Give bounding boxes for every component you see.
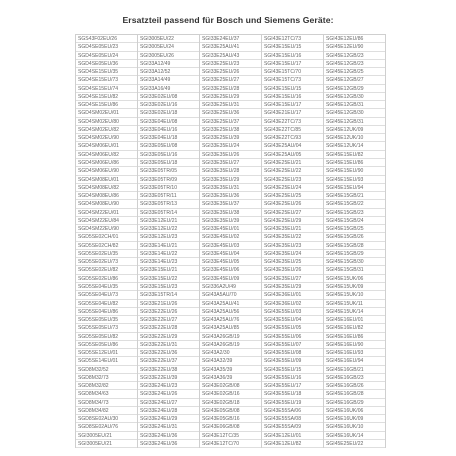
table-cell: SGI33E35EU/28 [200, 167, 261, 175]
table-cell: SGI45E25EU/22 [324, 440, 385, 448]
table-cell: SGI43E15EU/16 [262, 52, 323, 60]
table-cell: SGI33E15EU/22 [138, 275, 199, 283]
table-cell: SGD5SE05EU/35 [76, 316, 137, 324]
table-cell: SGI33E15TR/14 [138, 291, 199, 299]
table-cell: SGI45E12GB/23 [324, 60, 385, 68]
table-cell: SGI43A25AU/76 [200, 316, 261, 324]
table-cell: SGI43E25EU/27 [262, 209, 323, 217]
table-cell: SGD5SE02EU/35 [76, 250, 137, 258]
table-cell: SGI43E22TC/93 [262, 134, 323, 142]
table-cell: SGI45E15UK/06 [324, 275, 385, 283]
table-cell: SGI43E55EU/15 [262, 366, 323, 374]
table-cell: SGI43E55EU/03 [262, 308, 323, 316]
table-cell: SGI33E25EU/26 [200, 68, 261, 76]
table-cell: SGI45E15GB/25 [324, 225, 385, 233]
table-cell: SGD5SE14EU/01 [76, 357, 137, 365]
table-cell: SGD8M34/73 [76, 399, 137, 407]
table-cell: SGD4SE05EU/23 [76, 43, 137, 51]
table-cell: SGD5SE02CH/82 [76, 242, 137, 250]
model-number-table [75, 34, 386, 448]
table-cell: SGI43E25EU/21 [262, 159, 323, 167]
table-cell: SGI43E55EU/06 [262, 333, 323, 341]
table-cell: SGI33E35EU/26 [200, 151, 261, 159]
table-cell: SGI43E25AU/04 [262, 142, 323, 150]
table-cell: SGD5SE04EU/82 [76, 300, 137, 308]
table-cell: SGI45E12GB/30 [324, 109, 385, 117]
table-cell: SGI45E16GB/23 [324, 374, 385, 382]
table-cell: SGI43A35/39 [200, 366, 261, 374]
table-cell: SGI43E15EU/15 [262, 85, 323, 93]
table-cell: SGI43E55SA/09 [262, 423, 323, 431]
table-cell: SGI43E55SA/08 [262, 415, 323, 423]
table-cell: SGI33E12EU/22 [138, 225, 199, 233]
table-cell: SGI43E55EU/19 [262, 399, 323, 407]
table-cell: SGI33E35EU/36 [200, 192, 261, 200]
table-cell: SGI45E12GB/25 [324, 68, 385, 76]
table-cell: SGI43E55EU/16 [262, 374, 323, 382]
table-cell: SGI33E25EU/37 [200, 118, 261, 126]
table-cell: SGI45E15UK/14 [324, 308, 385, 316]
table-cell: SGI33E35EU/37 [200, 200, 261, 208]
table-cell: SGD4SM08EU/01 [76, 176, 137, 184]
table-cell: SGI33E24EU/23 [138, 382, 199, 390]
table-cell: SGI33E14EU/22 [138, 250, 199, 258]
table-column [199, 35, 261, 448]
table-cell: SGI45E15EU/86 [324, 159, 385, 167]
table-cell: SGI33E21EU/26 [138, 300, 199, 308]
table-cell: SGI45E12EU/90 [324, 43, 385, 51]
table-cell: SGI33E22EU/37 [138, 357, 199, 365]
table-cell: SGS43F02EU/26 [76, 35, 137, 43]
table-cell: SGI43E02GB/18 [200, 399, 261, 407]
table-cell: SGD4SM06EU/82 [76, 151, 137, 159]
table-cell: SGI45E15EU/82 [324, 151, 385, 159]
table-cell: SGI43A25AU/56 [200, 308, 261, 316]
table-cell: SGI45E15GB/21 [324, 192, 385, 200]
table-cell: SGI45E12UK/09 [324, 126, 385, 134]
table-cell: SGI43E35EU/23 [262, 242, 323, 250]
table-cell: SGI33E25EU/39 [200, 134, 261, 142]
table-cell: SGI33E25AU/41 [200, 43, 261, 51]
table-cell: SGI45E16GB/29 [324, 399, 385, 407]
table-cell: SGD4SM08EU/86 [76, 192, 137, 200]
table-cell: SGI33E04EU/08 [138, 118, 199, 126]
table-cell: SGI33E45EU/09 [200, 275, 261, 283]
table-cell: SGD5SE05EU/82 [76, 333, 137, 341]
table-cell: SGI43E12EU/82 [262, 440, 323, 448]
table-cell: SGI33E24EU/28 [138, 407, 199, 415]
table-cell: SGI33E02EU/16 [138, 101, 199, 109]
table-cell: SGI33E24EU/36 [138, 432, 199, 440]
table-cell: SGI43E25EU/26 [262, 200, 323, 208]
table-cell: SGI33E22EU/26 [138, 308, 199, 316]
table-cell: SGI43E12TC/35 [200, 432, 261, 440]
table-column [323, 35, 386, 448]
table-cell: SGI43E35EU/22 [262, 233, 323, 241]
table-cell: SGI43E35EU/27 [262, 275, 323, 283]
table-cell: SGI43E35EU/24 [262, 250, 323, 258]
table-cell: SGI33E05TR/09 [138, 176, 199, 184]
table-cell: SGI33E05EU/08 [138, 142, 199, 150]
table-cell: SGI43E36EU/01 [262, 291, 323, 299]
table-cell: SGI45E15GB/31 [324, 266, 385, 274]
table-cell: SGI43A25AU/85 [200, 324, 261, 332]
table-cell: SGI45E15EU/90 [324, 167, 385, 175]
table-cell: SGI43E35EU/25 [262, 258, 323, 266]
table-cell: SGI33E24EU/27 [138, 399, 199, 407]
table-cell: SGI43E06GB/08 [200, 423, 261, 431]
table-cell: SGI33E35EU/29 [200, 176, 261, 184]
table-cell: SGI43E25EU/23 [262, 176, 323, 184]
table-cell: SGI43E15TC/73 [262, 76, 323, 84]
table-cell: SGI43A2/30 [200, 349, 261, 357]
table-cell: SGI33E22EU/36 [138, 349, 199, 357]
table-cell: SGI33E25EU/28 [200, 85, 261, 93]
table-cell: SGI33E25EU/36 [200, 109, 261, 117]
table-cell: SGI43E25EU/24 [262, 184, 323, 192]
table-cell: SGI33E35EU/38 [200, 209, 261, 217]
table-cell: SGD4SE05EU/24 [76, 52, 137, 60]
table-cell: SGI33E24EU/31 [138, 423, 199, 431]
table-cell: SGI33E05TR/13 [138, 200, 199, 208]
table-cell: SGD5SE02EU/73 [76, 258, 137, 266]
table-cell: SGI45E15GB/26 [324, 233, 385, 241]
table-cell: SGI45E16UK/14 [324, 432, 385, 440]
table-cell: SGI33E05EU/18 [138, 159, 199, 167]
table-cell: SGI43A36/39 [200, 374, 261, 382]
table-cell: SGD4SM02EU/82 [76, 126, 137, 134]
table-cell: SGI33E35EU/31 [200, 184, 261, 192]
table-cell: SGD5SE05EU/86 [76, 341, 137, 349]
table-cell: SGI43E21EU/17 [262, 109, 323, 117]
table-cell: SGI33E24EU/29 [138, 415, 199, 423]
table-cell: SGI43E55EU/08 [262, 349, 323, 357]
table-cell: SGI33E02EU/08 [138, 93, 199, 101]
table-cell: SGI43A25AU/41 [200, 300, 261, 308]
table-cell: SGI33E35EU/24 [200, 142, 261, 150]
table-cell: SGD4SM06EU/86 [76, 159, 137, 167]
table-cell: SGI45E15UK/10 [324, 291, 385, 299]
table-cell: SGI45E15UK/11 [324, 300, 385, 308]
table-cell: SGD5SE12EU/01 [76, 349, 137, 357]
table-cell: SGI33E45EU/05 [200, 258, 261, 266]
table-cell: SGI45E16UK/06 [324, 407, 385, 415]
table-cell: SGI33E04EU/16 [138, 126, 199, 134]
table-cell: SGI45E16EU/90 [324, 341, 385, 349]
table-cell: SGI43E55EU/07 [262, 341, 323, 349]
table-cell: SGI43E02GB/16 [200, 390, 261, 398]
table-cell: SGI45E15GB/22 [324, 200, 385, 208]
table-cell: SGI33E14EU/23 [138, 258, 199, 266]
table-cell: SGI45E12GB/31 [324, 101, 385, 109]
table-cell: SGI43E15TC/70 [262, 68, 323, 76]
table-cell: SGI43E12EU/86 [324, 35, 385, 43]
table-cell: SGD4SM22EU/90 [76, 225, 137, 233]
table-cell: SGI33A12/52 [138, 68, 199, 76]
table-cell: SGI43E25EU/25 [262, 192, 323, 200]
table-cell: SGD8M34/82 [76, 407, 137, 415]
table-cell: SGI45E16EU/93 [324, 349, 385, 357]
table-cell: SGI33A12/49 [138, 60, 199, 68]
table-cell: SGI45E15GB/30 [324, 258, 385, 266]
table-cell: SGI33E24EU/26 [138, 390, 199, 398]
table-cell: SGI45E16EU/82 [324, 324, 385, 332]
table-cell: SGI336A2U/49 [200, 283, 261, 291]
table-cell: SGI43E55EU/18 [262, 390, 323, 398]
table-cell: SGI45E12GB/27 [324, 76, 385, 84]
table-cell: SGI33E45EU/02 [200, 233, 261, 241]
table-cell: SGD4SM22EU/84 [76, 217, 137, 225]
table-cell: SGD5SE02EU/82 [76, 266, 137, 274]
table-cell: SGI45E12UK/10 [324, 134, 385, 142]
table-cell: SGI45E12GB/31 [324, 118, 385, 126]
table-cell: SGI33E45EU/04 [200, 250, 261, 258]
table-cell: SGI43E25EU/22 [262, 167, 323, 175]
table-cell: SGD4SE15EU/35 [76, 68, 137, 76]
table-cell: SGD4SE05EU/36 [76, 60, 137, 68]
table-cell: SGI45E12GB/30 [324, 93, 385, 101]
table-cell: SGI33A14/49 [138, 76, 199, 84]
table-cell: SGD8M32/52 [76, 366, 137, 374]
table-cell: SGI45E12GB/23 [324, 52, 385, 60]
table-cell: SGI33E45EU/01 [200, 225, 261, 233]
table-cell: SGI3005EU/22 [138, 35, 199, 43]
table-cell: SGI33E25EU/31 [200, 101, 261, 109]
table-cell: SGI33E25EU/23 [200, 60, 261, 68]
table-cell: SGI33E05TR/10 [138, 184, 199, 192]
table-cell: SGI33E25AU/43 [200, 52, 261, 60]
table-cell: SGD4SE15EU/74 [76, 85, 137, 93]
table-cell: SGI43E15EU/16 [262, 93, 323, 101]
table-cell: SGI43E35EU/29 [262, 283, 323, 291]
table-cell: SGI45E16GB/21 [324, 366, 385, 374]
table-cell: SGI33E25EU/38 [200, 126, 261, 134]
table-cell: SGI33E05EU/16 [138, 151, 199, 159]
table-cell: SGD8SE02AU/30 [76, 415, 137, 423]
table-cell: SGI43E22TC/73 [262, 118, 323, 126]
table-cell: SGI43E02GB/08 [200, 382, 261, 390]
table-cell: SGI33A16/49 [138, 85, 199, 93]
table-cell: SGI43A32/39 [200, 357, 261, 365]
table-cell: SGI43E12TC/70 [200, 440, 261, 448]
table-cell: SGD8M32/73 [76, 374, 137, 382]
table-cell: SGI33E12EU/21 [138, 217, 199, 225]
table-cell: SGD5SE04EU/86 [76, 308, 137, 316]
table-cell: SGI33E22EU/38 [138, 366, 199, 374]
table-cell: SGD5SE04EU/73 [76, 291, 137, 299]
table-cell: SGI3005EU/21 [76, 432, 137, 440]
table-cell: SGI33E25EU/29 [200, 93, 261, 101]
table-cell: SGD4SE15EU/82 [76, 93, 137, 101]
table-cell: SGI45E16UK/10 [324, 423, 385, 431]
table-cell: SGI33E15EU/21 [138, 266, 199, 274]
table-cell: SGI43E55EU/04 [262, 316, 323, 324]
table-cell: SGI45E16EU/01 [324, 316, 385, 324]
table-cell: SGI33E02EU/18 [138, 109, 199, 117]
table-cell: SGD4SM02EU/80 [76, 118, 137, 126]
table-cell: SGI33E35EU/39 [200, 217, 261, 225]
table-cell: SGD8SE02AU/76 [76, 423, 137, 431]
table-cell: SGD4SM06EU/90 [76, 167, 137, 175]
table-cell: SGD5SE04EU/35 [76, 283, 137, 291]
table-cell: SGI43E25EU/29 [262, 217, 323, 225]
table-cell: SGD4SM02EU/01 [76, 109, 137, 117]
table-cell: SGD8M32/82 [76, 382, 137, 390]
table-cell: SGI43E36EU/02 [262, 300, 323, 308]
table-cell: SGI33E22EU/39 [138, 374, 199, 382]
table-cell: SGD4SM22EU/01 [76, 209, 137, 217]
table-cell: SGI43A26GB/19 [200, 341, 261, 349]
table-cell: SGI45E12GB/29 [324, 85, 385, 93]
table-cell: SGD4SM02EU/90 [76, 134, 137, 142]
table-cell: SGI45E15GB/23 [324, 209, 385, 217]
table-cell: SGI3005EU/21 [76, 440, 137, 448]
table-column [137, 35, 199, 448]
table-cell: SGI33E12EU/23 [138, 233, 199, 241]
table-cell: SGI45E15GB/24 [324, 217, 385, 225]
table-cell: SGI3005EU/26 [138, 52, 199, 60]
table-cell: SGI3005EU/24 [138, 43, 199, 51]
table-cell: SGI33E45EU/03 [200, 242, 261, 250]
table-cell: SGI43E12EU/01 [262, 432, 323, 440]
table-cell: SGI45E15UK/09 [324, 283, 385, 291]
table-cell: SGI33E14EU/21 [138, 242, 199, 250]
table-cell: SGI43E25AU/05 [262, 151, 323, 159]
table-cell: SGI43E05GB/08 [200, 407, 261, 415]
table-cell: SGI45E15GB/29 [324, 250, 385, 258]
table-cell: SGI33E22EU/29 [138, 333, 199, 341]
table-cell: SGI33E05TR/05 [138, 167, 199, 175]
table-cell: SGD4SE15EU/86 [76, 101, 137, 109]
table-cell: SGI43E15EU/17 [262, 101, 323, 109]
table-cell: SGI33E22EU/31 [138, 341, 199, 349]
table-column [75, 35, 137, 448]
table-cell: SGI33E05TR/14 [138, 209, 199, 217]
table-cell: SGI45E16UK/09 [324, 415, 385, 423]
page-title: Ersatzteil passend für Bosch und Siemens Geräte: [122, 15, 334, 25]
table-cell: SGI43E15EU/17 [262, 60, 323, 68]
table-cell: SGI43E05GB/16 [200, 415, 261, 423]
table-cell: SGI45E15EU/93 [324, 176, 385, 184]
table-cell: SGI45E15GB/28 [324, 242, 385, 250]
table-cell: SGI45E12UK/14 [324, 142, 385, 150]
table-cell: SGI43A5AU/70 [200, 291, 261, 299]
table-cell: SGD4SM08EU/82 [76, 184, 137, 192]
table-cell: SGI33E45EU/06 [200, 266, 261, 274]
table-cell: SGI33E24EU/37 [200, 35, 261, 43]
table-cell: SGI33E25EU/27 [200, 76, 261, 84]
table-cell: SGI45E16GB/28 [324, 390, 385, 398]
table-cell: SGD5SE02EU/86 [76, 275, 137, 283]
table-cell: SGI33E35EU/27 [200, 159, 261, 167]
table-cell: SGI45E16GB/26 [324, 382, 385, 390]
table-cell: SGD4SM06EU/01 [76, 142, 137, 150]
table-cell: SGI43E55SA/06 [262, 407, 323, 415]
table-cell: SGI33E22EU/28 [138, 324, 199, 332]
table-cell: SGI43E55EU/05 [262, 324, 323, 332]
table-cell: SGD4SM08EU/90 [76, 200, 137, 208]
table-cell: SGI45E16EU/86 [324, 333, 385, 341]
table-cell: SGI33E15EU/23 [138, 283, 199, 291]
table-cell: SGI33E05TR/11 [138, 192, 199, 200]
table-cell: SGD5SE02CH/01 [76, 233, 137, 241]
table-cell: SGI43A26GB/19 [200, 333, 261, 341]
table-cell: SGI43E22TC/85 [262, 126, 323, 134]
table-cell: SGI43E55EU/09 [262, 357, 323, 365]
table-cell: SGD5SE05EU/73 [76, 324, 137, 332]
table-column [261, 35, 323, 448]
table-cell: SGD4SE15EU/73 [76, 76, 137, 84]
table-cell: SGI43E35EU/26 [262, 266, 323, 274]
table-cell: SGI43E15EU/15 [262, 43, 323, 51]
table-cell: SGI45E16EU/94 [324, 357, 385, 365]
table-cell: SGI45E15EU/94 [324, 184, 385, 192]
table-cell: SGI33E04EU/18 [138, 134, 199, 142]
table-cell: SGI43E12TC/73 [262, 35, 323, 43]
table-cell: SGI43E35EU/21 [262, 225, 323, 233]
table-cell: SGI33E22EU/27 [138, 316, 199, 324]
table-cell: SGD8M34/63 [76, 390, 137, 398]
table-cell: SGI33E24EU/36 [138, 440, 199, 448]
table-cell: SGI43E55EU/17 [262, 382, 323, 390]
